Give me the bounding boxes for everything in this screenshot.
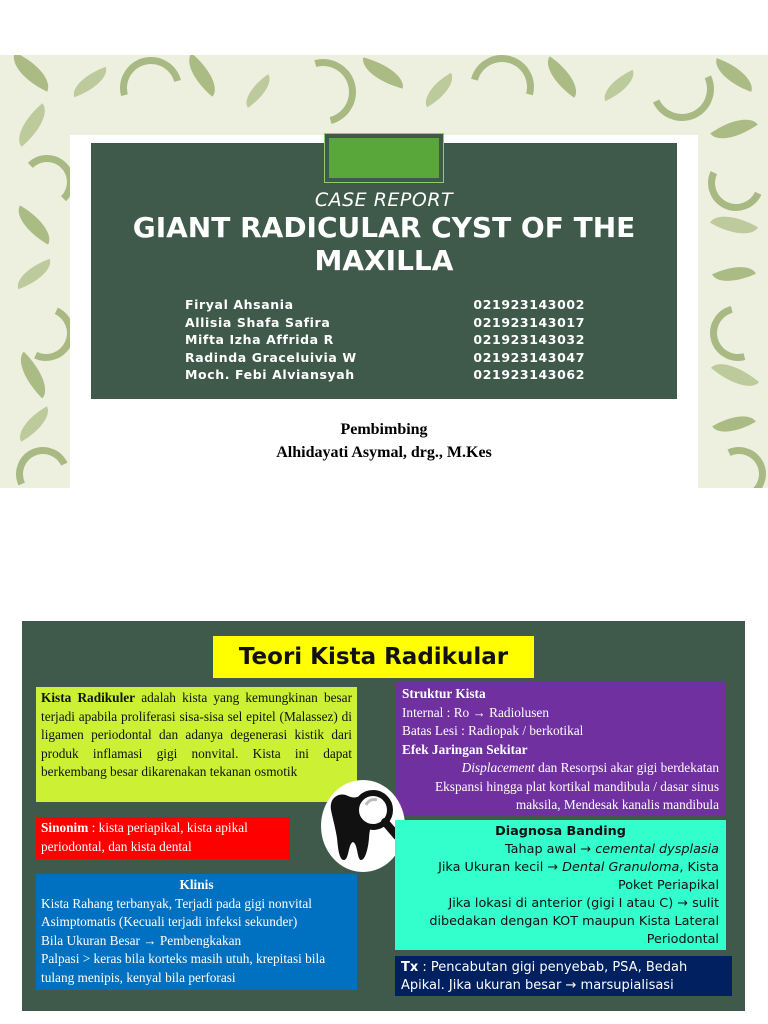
sinonim-text: : kista periapikal, kista apikal periodontal, dan kista dental <box>41 820 248 854</box>
case-report-label: CASE REPORT <box>314 189 454 211</box>
klinis-line: Asimptomatis (Kecuali terjadi infeksi sekunder) <box>41 914 298 929</box>
title-line-1: GIANT RADICULAR CYST OF THE <box>132 211 636 244</box>
member-id: 021923143002 <box>473 297 585 313</box>
definition-text: adalah kista yang kemungkinan besar terjadi apabila proliferasi sisa-sisa sel epitel (Malassez) di ligamen periodontal dan adanya degenerasi kistik dari produk inflamasi gigi nonvital. Kista ini dapat berkembang besar dikarenakan tekanan osmotik <box>41 690 352 779</box>
title-slide <box>0 55 768 488</box>
theory-heading: Teori Kista Radikular <box>213 636 534 678</box>
definition-box <box>36 687 357 802</box>
presentation-title <box>91 211 677 277</box>
klinis-line: Bila Ukuran Besar → Pembengkakan <box>41 932 242 948</box>
member-name: Allisia Shafa Safira <box>185 314 331 330</box>
member-name: Radinda Graceluivia W <box>185 349 357 365</box>
member-id: 021923143017 <box>473 314 585 330</box>
struktur-box <box>395 682 726 815</box>
member-row <box>185 314 585 332</box>
struktur-title: Struktur Kista <box>402 686 486 701</box>
member-list <box>185 296 585 384</box>
klinis-box <box>36 874 357 990</box>
tx-box <box>395 956 732 996</box>
member-row <box>185 331 585 349</box>
supervisor-label: Pembimbing <box>340 421 428 438</box>
title-line-2: MAXILLA <box>314 244 454 277</box>
supervisor-name: Alhidayati Asymal, drg., M.Kes <box>276 444 492 461</box>
efek-italic: Displacement <box>461 760 535 775</box>
title-box <box>91 143 677 399</box>
efek-title: Efek Jaringan Sekitar <box>402 741 528 757</box>
klinis-title: Klinis <box>179 877 214 892</box>
diagnosa-line-2: Jika Ukuran kecil → Dental Granuloma, Kista Poket Periapikal <box>438 860 719 893</box>
member-row <box>185 296 585 314</box>
diagnosa-title: Diagnosa Banding <box>495 824 626 839</box>
sinonim-box <box>36 817 290 859</box>
member-name: Firyal Ahsania <box>185 297 294 313</box>
klinis-line: Palpasi > keras bila korteks masih utuh, krepitasi bila tulang menipis, kenyal bila perforasi <box>41 951 326 985</box>
efek-line-2: Ekspansi hingga plat kortikal mandibula / dasar sinus maksila, Mendesak kanalis mandibula <box>435 778 719 812</box>
definition-term: Kista Radikuler <box>41 690 136 705</box>
tx-text: : Pencabutan gigi penyebab, PSA, Bedah Apikal. Jika ukuran besar → marsupialisasi <box>401 960 688 993</box>
member-name: Moch. Febi Alviansyah <box>185 367 355 383</box>
diagnosa-banding-box <box>395 820 726 950</box>
efek-line-1: Displacement dan Resorpsi akar gigi berdekatan <box>461 760 719 775</box>
member-id: 021923143062 <box>473 367 585 383</box>
member-id: 021923143047 <box>473 349 585 365</box>
green-tab-decoration <box>324 133 444 183</box>
tx-term: Tx <box>401 960 419 975</box>
member-id: 021923143032 <box>473 332 585 348</box>
struktur-line: Internal : Ro → Radiolusen <box>402 704 549 720</box>
tooth-magnifier-icon <box>321 780 405 872</box>
klinis-line: Kista Rahang terbanyak, Terjadi pada gigi nonvital <box>41 895 312 911</box>
diagnosa-line-3: Jika lokasi di anterior (gigi I atau C) → sulit dibedakan dengan KOT maupun Kista Lateral Periodontal <box>429 896 719 947</box>
diagnosa-line-1: Tahap awal → cemental dysplasia <box>504 842 719 857</box>
member-row <box>185 366 585 384</box>
struktur-line: Batas Lesi : Radiopak / berkotikal <box>402 723 584 738</box>
member-row <box>185 349 585 367</box>
member-name: Mifta Izha Affrida R <box>185 332 334 348</box>
sinonim-term: Sinonim <box>41 820 89 835</box>
